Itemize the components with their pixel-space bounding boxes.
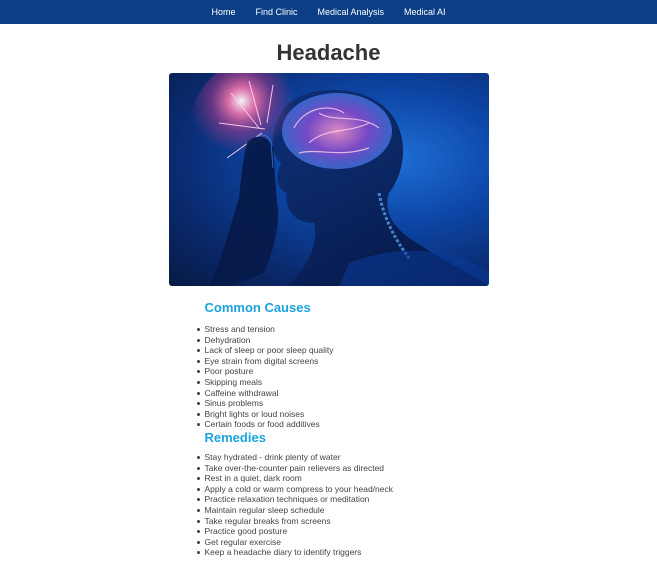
list-item: Practice good posture: [205, 526, 489, 537]
list-item: Skipping meals: [205, 377, 489, 388]
list-item: Practice relaxation techniques or meditation: [205, 494, 489, 505]
top-navbar: [0, 0, 657, 24]
list-item: Eye strain from digital screens: [205, 356, 489, 367]
list-item: Bright lights or loud noises: [205, 409, 489, 420]
list-item: Stress and tension: [205, 324, 489, 335]
list-item: Poor posture: [205, 366, 489, 377]
list-item: Stay hydrated - drink plenty of water: [205, 452, 489, 463]
list-item: Keep a headache diary to identify triggers: [205, 547, 489, 558]
remedies-heading: Remedies: [204, 429, 266, 445]
list-item: Take over-the-counter pain relievers as directed: [205, 463, 489, 474]
causes-list: [205, 324, 489, 430]
nav-home[interactable]: Home: [211, 7, 236, 17]
headache-hero-image: [169, 73, 489, 286]
list-item: Apply a cold or warm compress to your head/neck: [205, 484, 489, 495]
headache-illustration: [169, 73, 489, 286]
list-item: Sinus problems: [205, 398, 489, 409]
list-item: Caffeine withdrawal: [205, 388, 489, 399]
list-item: Lack of sleep or poor sleep quality: [205, 345, 489, 356]
list-item: Get regular exercise: [205, 537, 489, 548]
common-causes-heading: Common Causes: [204, 300, 311, 315]
list-item: Take regular breaks from screens: [205, 516, 489, 527]
page-title: Headache: [276, 40, 381, 65]
list-item: Maintain regular sleep schedule: [205, 505, 489, 516]
nav-find-clinic[interactable]: Find Clinic: [255, 7, 298, 17]
nav-medical-analysis[interactable]: Medical Analysis: [317, 7, 385, 17]
remedies-list: [205, 452, 489, 558]
nav-medical-ai[interactable]: Medical AI: [404, 7, 446, 17]
list-item: Dehydration: [205, 335, 489, 346]
content-area: [169, 300, 489, 558]
list-item: Certain foods or food additives: [205, 419, 489, 430]
list-item: Rest in a quiet, dark room: [205, 473, 489, 484]
